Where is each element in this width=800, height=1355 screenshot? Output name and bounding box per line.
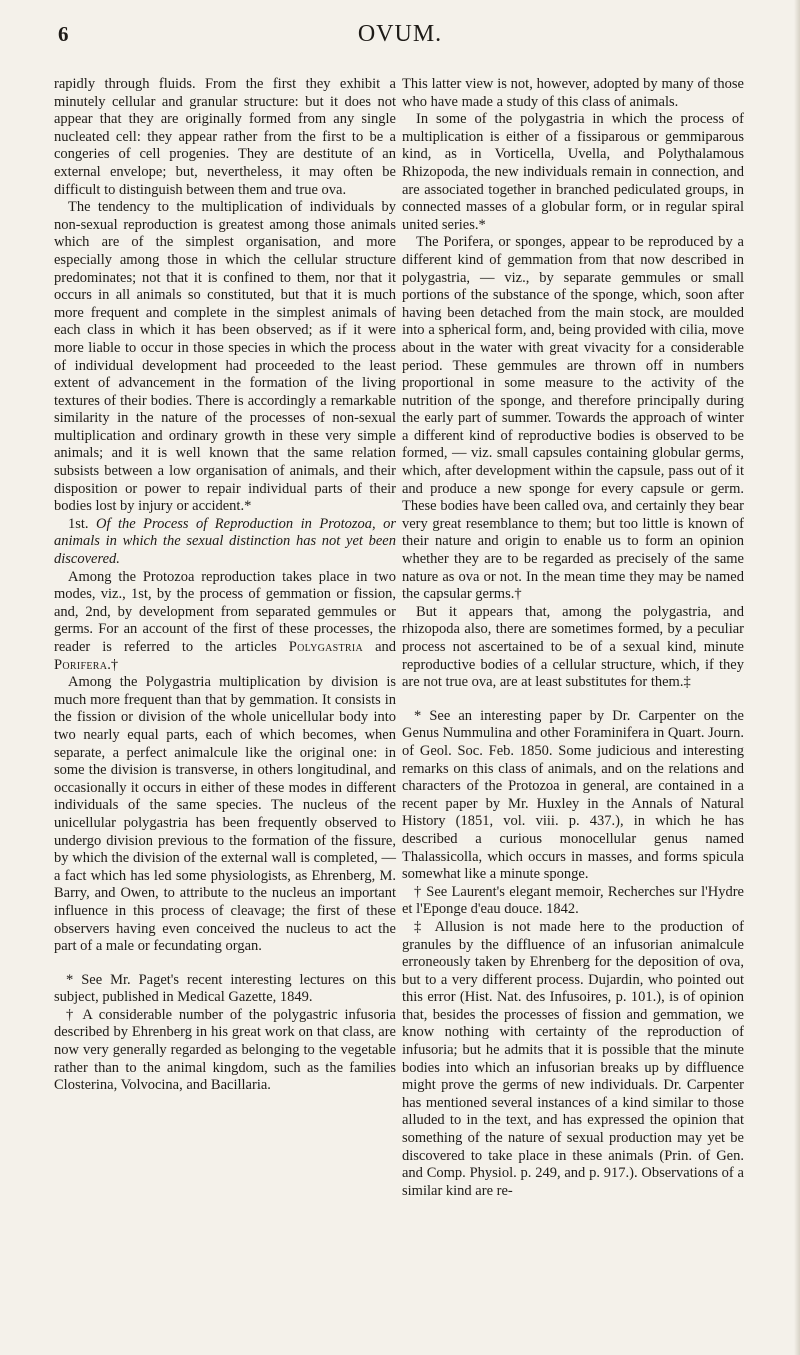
paragraph: But it appears that, among the polygastria, and rhizopoda also, there are sometimes formed, by a peculiar process not ascertained to be of a sexual kind, minute reproductive bodies of a cellular structure, which, if they are not true ova, are at least substitutes for them.‡ bbox=[402, 603, 744, 691]
footnote: † A considerable number of the polygastric infusoria described by Ehrenberg in his great work on that class, are now very generally regarded as belonging to the vegetable rather than to the animal kingdom, such as the families Closterina, Volvocina, and Bacillaria. bbox=[54, 1006, 396, 1094]
footnote: ‡ Allusion is not made here to the production of granules by the diffluence of an infusorian animalcule erroneously taken by Ehrenberg for the deposition of ova, but to a very different process. Dujardin, who pointed out this error (Hist. Nat. des Infusoires, p. 101.), is of opinion that, besides the processes of fission and gemmation, we know nothing with certainty of the reproduction of infusoria; but he admits that it is possible that the minute bodies into which an infusorian breaks up by diffluence might prove the germs of new individuals. Dr. Carpenter has mentioned several instances of a kind similar to those alluded to in the text, and has expressed the opinion that something of the nature of sexual production may yet be discovered to take place in these animals (Prin. of Gen. and Comp. Physiol. p. 249, and p. 917.). Observations of a similar kind are re- bbox=[402, 918, 744, 1199]
left-column bbox=[54, 76, 396, 1095]
footnote: * See Mr. Paget's recent interesting lectures on this subject, published in Medical Gazette, 1849. bbox=[54, 971, 396, 1006]
page-number: 6 bbox=[58, 22, 69, 46]
page-header bbox=[0, 22, 800, 62]
footnote-marker: .† bbox=[107, 656, 119, 673]
footnote-gap bbox=[402, 692, 744, 708]
article-reference: Porifera bbox=[54, 656, 108, 673]
section-heading bbox=[54, 516, 396, 569]
paragraph: This latter view is not, however, adopted by many of those who have made a study of this class of animals. bbox=[402, 76, 744, 110]
article-reference: Polygastria bbox=[288, 639, 364, 655]
paragraph: Among the Polygastria multiplication by division is much more frequent than that by gemmation. It consists in the fission or division of the whole unicellular body into two nearly equal parts, each of which becomes, when separate, a perfect animalcule like the original one: in some the division is transverse, in others longitudinal, and occasionally it occurs in either of these modes in different individuals of the same species. The nucleus of the unicellular polygastria has been frequently observed to undergo division previous to the formation of the fissure, by which the division of the external wall is completed, — a fact which has led some physiologists, as Ehrenberg, M. Barry, and Owen, to attribute to the nucleus an important influence in this process of cleavage; the first of these observers having even conceived the nucleus to act the part of a male or fecundating organ. bbox=[54, 674, 396, 955]
section-title: Of the Process of Reproduction in Protozoa, or animals in which the sexual distinction has not yet been discovered. bbox=[54, 515, 397, 568]
paragraph bbox=[54, 569, 396, 675]
footnote-gap bbox=[54, 956, 396, 972]
right-column bbox=[402, 76, 744, 1200]
paragraph-text: Among the Protozoa reproduction takes place in two modes, viz., 1st, by the process of gemmation or fission, and, 2nd, by development from separated gemmules or germs. For an account of the first of these processes, the reader is referred to the articles bbox=[54, 568, 396, 655]
paragraph: In some of the polygastria in which the process of multiplication is either of a fissiparous or gemmiparous kind, as in Vorticella, Uvella, and Polythalamous Rhizopoda, the new individuals remain in connection, and are associated together in branched pediculated groups, in connected masses of a globular form, or in regular spiral united series.* bbox=[402, 111, 744, 233]
footnote: * See an interesting paper by Dr. Carpenter on the Genus Nummulina and other Foraminifera in Quart. Journ. of Geol. Soc. Feb. 1850. Some judicious and interesting remarks on this class of animals, and on the relations and characters of the Protozoa in general, are contained in a recent paper by Mr. Huxley in the Annals of Natural History (1851, vol. viii. p. 437.), in which he has described a curious monocellular genus named Thalassicolla, which occurs in masses, and forms spicula somewhat like a minute sponge. bbox=[402, 707, 744, 883]
paragraph: rapidly through fluids. From the first they exhibit a minutely cellular and granular structure: but it does not appear that they are originally formed from any single nucleated cell: they appear rather from the first to be a congeries of cell progenies. They are destitute of an external envelope; but, nevertheless, it may often be difficult to distinguish between them and true ova. bbox=[54, 76, 396, 198]
section-number: 1st. bbox=[68, 515, 89, 532]
paragraph: The Porifera, or sponges, appear to be reproduced by a different kind of gemmation from that now described in polygastria, — viz., by separate gemmules or small portions of the substance of the sponge, which, soon after having been detached from the main stock, are moulded into a spherical form, and, being provided with cilia, move about in the water with great vivacity for a considerable period. These gemmules are thrown off in numbers proportional in some measure to the activity of the nutrition of the sponge, and therefore principally during the early part of summer. Towards the approach of winter a different kind of reproductive bodies is observed to be formed, — viz. small capsules containing globular germs, which, after development within the capsule, pass out of it and produce a new sponge for every capsule or germ. These bodies have been called ova, and certainly they bear very great resemblance to them; but too little is known of their nature and origin to enable us to form an opinion whether they are to be regarded as precisely of the same nature as ova or not. In the mean time they may be named the capsular germs.† bbox=[402, 234, 744, 603]
paragraph: The tendency to the multiplication of individuals by non-sexual reproduction is greatest among those animals which are of the simplest organisation, and more especially among those in which the cellular structure predominates; not that it is confined to them, nor that it occurs in all animals so constituted, but that it is much more frequent and complete in the simplest animals of each class in which it has been observed; as if it were more liable to occur in those species in which the process of individual development had proceeded to the least extent of advancement in the formation of the living textures of their bodies. There is accordingly a remarkable similarity in the nature of the processes of non-sexual multiplication and ordinary growth in these very simple animals; and it is well known that the same relation subsists between a low organisation of animals, and their disposition or power to repair individual parts of their bodies lost by injury or accident.* bbox=[54, 199, 396, 515]
paragraph-text: and bbox=[375, 639, 396, 655]
footnote: † See Laurent's elegant memoir, Recherches sur l'Hydre et l'Eponge d'eau douce. 1842. bbox=[402, 883, 744, 918]
page-edge-shadow bbox=[794, 0, 800, 1355]
running-title: OVUM. bbox=[357, 21, 443, 47]
